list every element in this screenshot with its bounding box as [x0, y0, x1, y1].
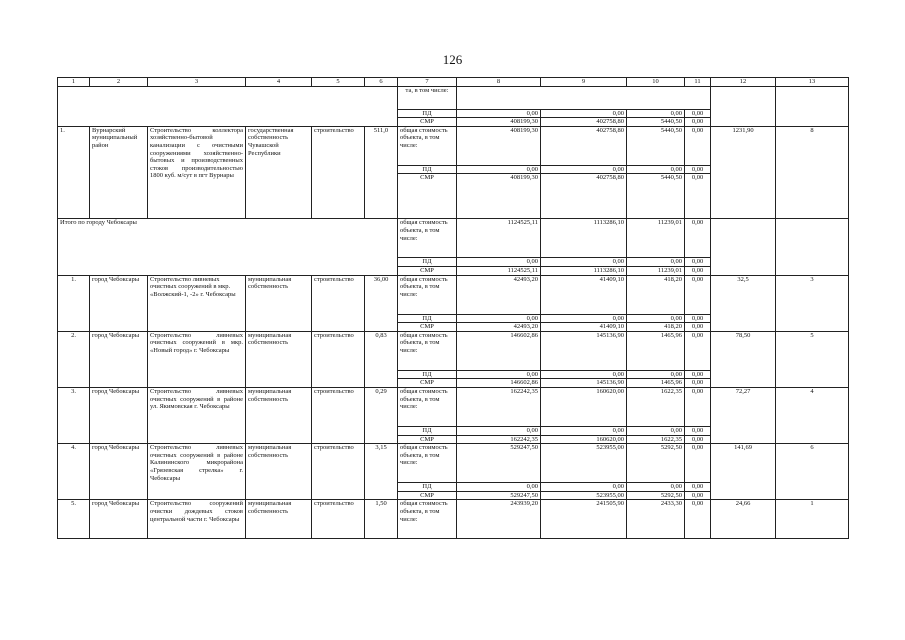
row-number: 1.: [58, 126, 90, 219]
value-cell: 0,00: [685, 165, 711, 174]
project-name: Строительство ливневых очистных сооружений в районе ул. Якимовская г. Чебоксары: [148, 387, 246, 443]
value-cell: 162242,35: [457, 387, 541, 426]
value-cell: 402758,80: [541, 118, 627, 127]
cost-label-cell: общая стоимость объекта, в том числе:: [398, 444, 457, 483]
continuation-row: [58, 86, 849, 109]
value-cell: 0,00: [457, 370, 541, 379]
value-cell: 0,00: [685, 109, 711, 118]
smr-label: СМР: [398, 174, 457, 219]
capacity-cell: 36,00: [365, 275, 398, 331]
value-cell: 408199,30: [457, 118, 541, 127]
header-cell: 5: [312, 78, 365, 87]
value-cell: 0,00: [457, 109, 541, 118]
pd-label: ПД: [398, 109, 457, 118]
value-cell: 160620,00: [541, 387, 627, 426]
value-cell: 402758,80: [541, 126, 627, 165]
value-cell: 0,00: [685, 266, 711, 275]
blank-cell: [711, 219, 776, 275]
value-cell: 0,00: [541, 314, 627, 323]
continuation-blank: [58, 86, 398, 126]
value-cell: 1622,35: [627, 435, 685, 444]
work-type-cell: строительство: [312, 331, 365, 387]
ownership-cell: муниципальная собственность: [246, 387, 312, 443]
value-cell: 0,00: [685, 323, 711, 332]
value-cell: 1113286,10: [541, 219, 627, 258]
smr-label: СМР: [398, 491, 457, 500]
district-cell: город Чебоксары: [90, 444, 148, 500]
value-cell: 0,00: [627, 258, 685, 267]
header-cell: 12: [711, 78, 776, 87]
value-cell: 145136,90: [541, 379, 627, 388]
ownership-cell: муниципальная собственность: [246, 500, 312, 539]
header-cell: 4: [246, 78, 312, 87]
value-cell: 0,00: [685, 331, 711, 370]
subtotal-label: Итого по городу Чебоксары: [58, 219, 398, 275]
value-cell: 243939,20: [457, 500, 541, 539]
value-cell: 0,00: [627, 314, 685, 323]
ownership-cell: государственная собственность Чувашской Республики: [246, 126, 312, 219]
value-cell: 418,20: [627, 275, 685, 314]
value-cell: 72,27: [711, 387, 776, 443]
smr-label: СМР: [398, 118, 457, 127]
cost-label-cell: та, в том числе:: [398, 86, 457, 109]
cost-label-cell: общая стоимость объекта, в том числе:: [398, 219, 457, 258]
header-cell: 3: [148, 78, 246, 87]
value-cell: 529247,50: [457, 444, 541, 483]
value-cell: 0,00: [685, 435, 711, 444]
blank-cell: [711, 86, 776, 126]
capacity-cell: 3,15: [365, 444, 398, 500]
value-cell: 42493,20: [457, 323, 541, 332]
pd-label: ПД: [398, 165, 457, 174]
value-cell: 1231,90: [711, 126, 776, 219]
value-cell: 529247,50: [457, 491, 541, 500]
value-cell: 0,00: [685, 379, 711, 388]
value-cell: 0,00: [685, 387, 711, 426]
capacity-cell: 1,50: [365, 500, 398, 539]
work-type-cell: строительство: [312, 500, 365, 539]
cost-label-cell: общая стоимость объекта, в том числе:: [398, 126, 457, 165]
smr-label: СМР: [398, 323, 457, 332]
project-name: Строительство ливневых очистных сооружений в районе Калининского микрорайона «Грязевская стрелка» г. Чебоксары: [148, 444, 246, 500]
value-cell: 5440,50: [627, 118, 685, 127]
row-number: 4.: [58, 444, 90, 500]
value-cell: 1124525,11: [457, 219, 541, 258]
value-cell: 32,5: [711, 275, 776, 331]
value-cell: 11239,01: [627, 219, 685, 258]
header-row: [58, 78, 849, 87]
work-type-cell: строительство: [312, 387, 365, 443]
work-type-cell: строительство: [312, 444, 365, 500]
header-cell: 10: [627, 78, 685, 87]
value-cell: 0,00: [627, 109, 685, 118]
value-cell: 5292,50: [627, 444, 685, 483]
value-cell: 0,00: [541, 483, 627, 492]
value-cell: 0,00: [685, 500, 711, 539]
value-cell: 5440,50: [627, 126, 685, 165]
value-cell: 42493,20: [457, 275, 541, 314]
value-cell: 0,00: [541, 370, 627, 379]
district-cell: город Чебоксары: [90, 275, 148, 331]
pd-label: ПД: [398, 258, 457, 267]
district-cell: город Чебоксары: [90, 500, 148, 539]
value-cell: 0,00: [685, 219, 711, 258]
project-row: [58, 275, 849, 314]
header-cell: 9: [541, 78, 627, 87]
value-cell: 408199,30: [457, 126, 541, 165]
value-cell: 2433,30: [627, 500, 685, 539]
smr-label: СМР: [398, 435, 457, 444]
header-cell: 11: [685, 78, 711, 87]
project-name: Строительство ливневых очистных сооружений в мкр. «Новый город» г. Чебоксары: [148, 331, 246, 387]
value-cell: 0,00: [685, 483, 711, 492]
value-cell: 0,00: [627, 370, 685, 379]
capacity-cell: 0,83: [365, 331, 398, 387]
row-number: 3.: [58, 387, 90, 443]
value-cell: 11239,01: [627, 266, 685, 275]
value-cell: 41409,10: [541, 275, 627, 314]
cost-label-cell: общая стоимость объекта, в том числе:: [398, 331, 457, 370]
value-cell: 0,00: [685, 258, 711, 267]
header-cell: 7: [398, 78, 457, 87]
value-cell: 408199,30: [457, 174, 541, 219]
project-name: Строительство коллектора хозяйственно-бытовой канализации с очистными сооружениями хозяйственно-бытовых и производственных стоков производительностью 1800 куб. м/сут в пгт Вурнары: [148, 126, 246, 219]
value-cell: 0,00: [457, 165, 541, 174]
value-cell: 4: [776, 387, 849, 443]
smr-label: СМР: [398, 266, 457, 275]
project-name: Строительство ливневых очистных сооружений в мкр. «Волжский-1, -2» г. Чебоксары: [148, 275, 246, 331]
district-cell: Вурнарский муниципальный район: [90, 126, 148, 219]
value-cell: 1124525,11: [457, 266, 541, 275]
value-cell: 5440,50: [627, 174, 685, 219]
value-cell: 0,00: [541, 426, 627, 435]
project-row: [58, 500, 849, 539]
value-cell: 141,69: [711, 444, 776, 500]
value-cell: 146602,86: [457, 331, 541, 370]
investment-table: [57, 77, 849, 539]
value-cell: 1465,96: [627, 379, 685, 388]
project-row: [58, 387, 849, 426]
value-cell: 3: [776, 275, 849, 331]
value-cell: 0,00: [685, 491, 711, 500]
value-cell: 5: [776, 331, 849, 387]
header-cell: 2: [90, 78, 148, 87]
row-number: 2.: [58, 331, 90, 387]
value-cell: 1: [776, 500, 849, 539]
value-cell: 0,00: [685, 426, 711, 435]
cost-label-cell: общая стоимость объекта, в том числе:: [398, 500, 457, 539]
ownership-cell: муниципальная собственность: [246, 331, 312, 387]
work-type-cell: строительство: [312, 126, 365, 219]
work-type-cell: строительство: [312, 275, 365, 331]
value-cell: 0,00: [627, 483, 685, 492]
value-cell: 402758,80: [541, 174, 627, 219]
value-cell: 1465,96: [627, 331, 685, 370]
value-cell: 0,00: [685, 174, 711, 219]
project-row: [58, 444, 849, 483]
blank-cell: [457, 86, 711, 109]
header-cell: 13: [776, 78, 849, 87]
value-cell: 78,50: [711, 331, 776, 387]
value-cell: 145136,90: [541, 331, 627, 370]
value-cell: 0,00: [685, 314, 711, 323]
value-cell: 523955,00: [541, 491, 627, 500]
value-cell: 1113286,10: [541, 266, 627, 275]
value-cell: 24,66: [711, 500, 776, 539]
project-row: [58, 126, 849, 165]
value-cell: 0,00: [685, 275, 711, 314]
value-cell: 0,00: [627, 165, 685, 174]
row-number: 5.: [58, 500, 90, 539]
value-cell: 162242,35: [457, 435, 541, 444]
value-cell: 0,00: [541, 109, 627, 118]
district-cell: город Чебоксары: [90, 387, 148, 443]
pd-label: ПД: [398, 314, 457, 323]
value-cell: 6: [776, 444, 849, 500]
value-cell: 0,00: [685, 370, 711, 379]
value-cell: 0,00: [685, 118, 711, 127]
pd-label: ПД: [398, 370, 457, 379]
capacity-cell: 0,29: [365, 387, 398, 443]
smr-label: СМР: [398, 379, 457, 388]
value-cell: 5292,50: [627, 491, 685, 500]
value-cell: 0,00: [457, 314, 541, 323]
value-cell: 0,00: [457, 258, 541, 267]
ownership-cell: муниципальная собственность: [246, 444, 312, 500]
value-cell: 0,00: [685, 444, 711, 483]
value-cell: 146602,86: [457, 379, 541, 388]
value-cell: 0,00: [685, 126, 711, 165]
capacity-cell: 511,0: [365, 126, 398, 219]
pd-label: ПД: [398, 483, 457, 492]
value-cell: 523955,00: [541, 444, 627, 483]
value-cell: 8: [776, 126, 849, 219]
blank-cell: [776, 219, 849, 275]
cost-label-cell: общая стоимость объекта, в том числе:: [398, 275, 457, 314]
subtotal-row: [58, 219, 849, 258]
header-cell: 6: [365, 78, 398, 87]
cost-label-cell: общая стоимость объекта, в том числе:: [398, 387, 457, 426]
blank-cell: [776, 86, 849, 126]
value-cell: 0,00: [541, 165, 627, 174]
value-cell: 41409,10: [541, 323, 627, 332]
district-cell: город Чебоксары: [90, 331, 148, 387]
value-cell: 1622,35: [627, 387, 685, 426]
value-cell: 0,00: [457, 483, 541, 492]
header-cell: 1: [58, 78, 90, 87]
header-cell: 8: [457, 78, 541, 87]
value-cell: 0,00: [457, 426, 541, 435]
value-cell: 160620,00: [541, 435, 627, 444]
page-number: 126: [442, 52, 463, 67]
project-row: [58, 331, 849, 370]
value-cell: 0,00: [627, 426, 685, 435]
ownership-cell: муниципальная собственность: [246, 275, 312, 331]
pd-label: ПД: [398, 426, 457, 435]
row-number: 1.: [58, 275, 90, 331]
value-cell: 418,20: [627, 323, 685, 332]
value-cell: 0,00: [541, 258, 627, 267]
value-cell: 241505,90: [541, 500, 627, 539]
project-name: Строительство сооружений очистки дождевых стоков центральной части г. Чебоксары: [148, 500, 246, 539]
